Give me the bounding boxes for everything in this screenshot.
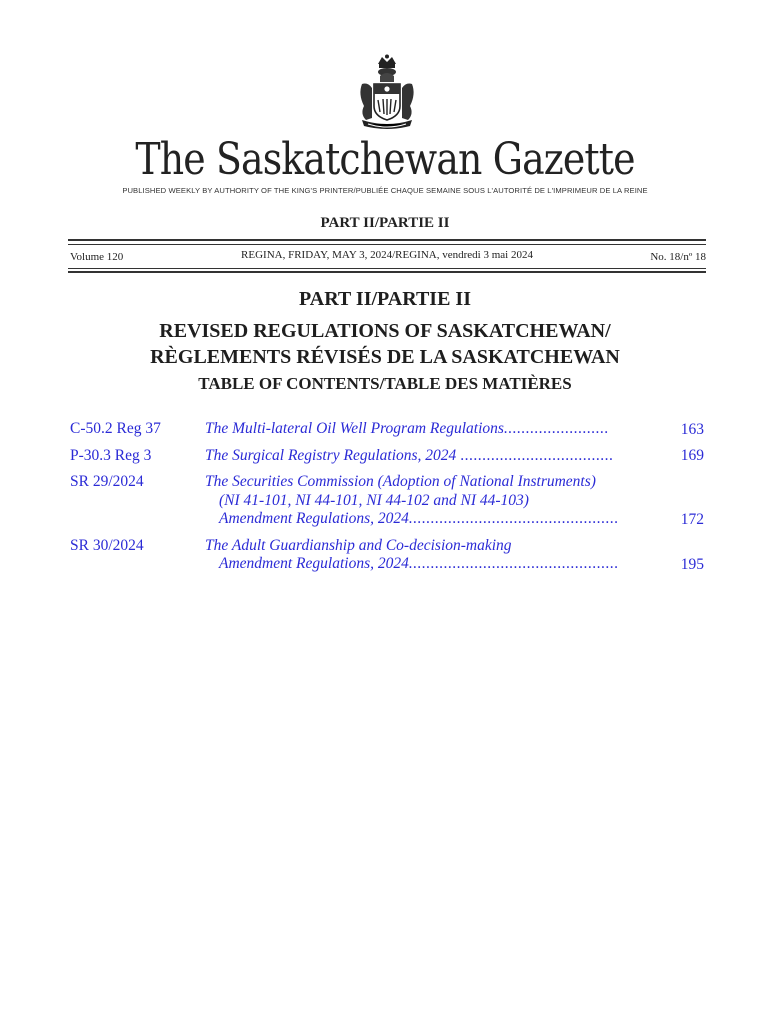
section-title-line-1: REVISED REGULATIONS OF SASKATCHEWAN/ <box>159 320 611 342</box>
toc-entry-title-line[interactable]: The Securities Commission (Adoption of National Instruments) <box>205 473 596 490</box>
table-of-contents <box>68 420 706 574</box>
toc-entry-title-line[interactable]: The Adult Guardianship and Co-decision-making <box>205 536 512 554</box>
toc-entry-title-line[interactable]: The Multi-lateral Oil Well Program Regulations <box>205 420 504 437</box>
part-header: PART II/PARTIE II <box>320 215 450 231</box>
section-title <box>0 318 770 370</box>
section-title-line-2: RÈGLEMENTS RÉVISÉS DE LA SASKATCHEWAN <box>150 346 620 368</box>
top-rule-thin <box>68 244 706 245</box>
toc-entry-ref[interactable]: SR 29/2024 <box>70 473 144 490</box>
toc-entry-title-line[interactable]: Amendment Regulations, 2024 <box>219 555 409 572</box>
bottom-rule-thick <box>68 271 706 273</box>
toc-entry[interactable] <box>68 537 706 574</box>
issue-number: No. 18/nº 18 <box>650 251 706 263</box>
toc-entry-page[interactable]: 163 <box>680 420 704 438</box>
gazette-title: The Saskatchewan Gazette <box>135 134 635 185</box>
toc-entry-leader: ................................................ <box>408 555 619 572</box>
toc-entry-page[interactable]: 169 <box>680 447 704 464</box>
top-rule-thick <box>68 239 706 241</box>
volume-label: Volume 120 <box>70 251 124 263</box>
toc-entry-title[interactable] <box>205 420 641 439</box>
toc-entry-page[interactable]: 172 <box>680 510 704 528</box>
toc-entry[interactable] <box>68 420 706 439</box>
issue-date: REGINA, FRIDAY, MAY 3, 2024/REGINA, vendredi 3 mai 2024 <box>241 249 533 261</box>
toc-entry-title-line[interactable]: (NI 41-101, NI 44-101, NI 44-102 and NI 44-103) <box>219 491 529 509</box>
section-part-title: PART II/PARTIE II <box>299 288 471 310</box>
toc-entry-leader: ................................... <box>456 446 614 464</box>
published-line: PUBLISHED WEEKLY BY AUTHORITY OF THE KING'S PRINTER/PUBLIÉE CHAQUE SEMAINE SOUS L'AUTORITÉ DE L'IMPRIMEUR DE LA REINE <box>122 186 648 195</box>
toc-heading: TABLE OF CONTENTS/TABLE DES MATIÈRES <box>198 374 572 393</box>
toc-entry-ref[interactable]: P-30.3 Reg 3 <box>70 446 152 464</box>
issue-info-row <box>68 251 706 265</box>
toc-entry-ref[interactable]: C-50.2 Reg 37 <box>70 420 161 437</box>
toc-entry[interactable] <box>68 473 706 529</box>
toc-entry-leader: ........................ <box>503 420 609 437</box>
toc-entry-title-line[interactable]: Amendment Regulations, 2024 <box>219 510 409 527</box>
toc-entry-title[interactable] <box>205 447 641 466</box>
toc-entry-page[interactable]: 195 <box>680 555 704 573</box>
toc-entry-title-line[interactable]: The Surgical Registry Regulations, 2024 <box>205 446 457 464</box>
toc-entry-ref[interactable]: SR 30/2024 <box>70 536 144 554</box>
toc-entry-leader: ................................................ <box>408 510 619 527</box>
toc-entry[interactable] <box>68 447 706 466</box>
bottom-rule-thin <box>68 268 706 269</box>
coat-of-arms-icon <box>354 54 420 132</box>
toc-entry-title[interactable] <box>205 473 641 529</box>
toc-entry-title[interactable] <box>205 537 641 574</box>
